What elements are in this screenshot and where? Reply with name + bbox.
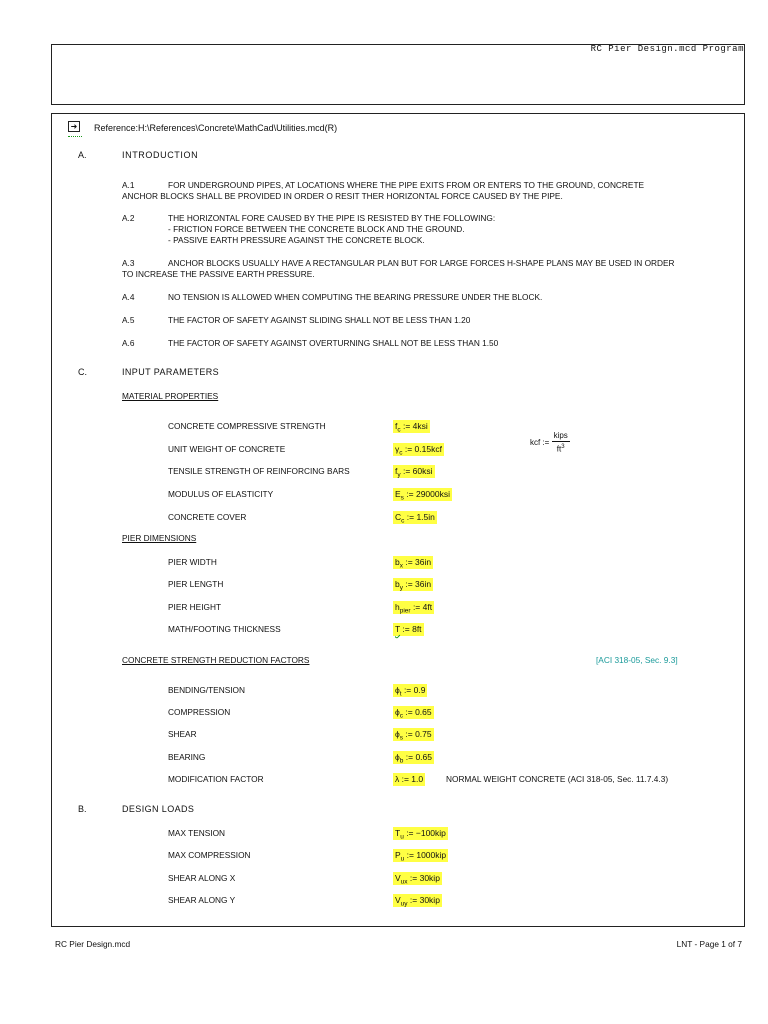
input-es[interactable]: $E_s$ := 29000ksi [395, 489, 450, 502]
label-pu: MAX COMPRESSION [168, 850, 251, 860]
label-fc: CONCRETE COMPRESSIVE STRENGTH [168, 421, 326, 431]
footer-page-number: LNT - Page 1 of 7 [676, 939, 742, 949]
label-t: MATH/FOOTING THICKNESS [168, 624, 281, 634]
reference-path: Reference:H:\References\Concrete\MathCad\Utilities.mcd(R) [94, 123, 338, 133]
input-gamma-c[interactable]: $\gamma_c$ := 0.15kcf [395, 444, 442, 457]
section-a-letter: A. [78, 150, 87, 160]
input-phi-t[interactable]: $\phi_t$ := 0.9 [395, 685, 426, 698]
label-h-pier: PIER HEIGHT [168, 602, 222, 612]
label-es: MODULUS OF ELASTICITY [168, 489, 274, 499]
label-fy: TENSILE STRENGTH OF REINFORCING BARS [168, 466, 350, 476]
input-phi-c[interactable]: $\phi_c$ := 0.65 [395, 707, 432, 720]
insert-reference-icon[interactable]: ➜ [68, 121, 80, 132]
item-a1-text: FOR UNDERGROUND PIPES, AT LOCATIONS WHERE THE PIPE EXITS FROM OR ENTERS TO THE GROUND, CONCRETE [168, 180, 645, 190]
material-properties-heading: MATERIAL PROPERTIES [122, 391, 219, 401]
item-a2-text-2: - FRICTION FORCE BETWEEN THE CONCRETE BLOCK AND THE GROUND. [168, 224, 465, 234]
item-a2-text-3: - PASSIVE EARTH PRESSURE AGAINST THE CONCRETE BLOCK. [168, 235, 425, 245]
item-a3-num: A.3 [122, 258, 135, 268]
label-by: PIER LENGTH [168, 579, 224, 589]
kcf-definition: kcf := $\frac{\text{kips}}{ft^3}$ [530, 431, 568, 454]
section-b-title: DESIGN LOADS [122, 804, 195, 814]
item-a1-text-2: ANCHOR BLOCKS SHALL BE PROVIDED IN ORDER O RESIT THER HORIZONTAL FORCE CAUSED BY THE PIPE. [122, 191, 563, 201]
item-a4-num: A.4 [122, 292, 135, 302]
label-gamma-c: UNIT WEIGHT OF CONCRETE [168, 444, 286, 454]
label-lambda: MODIFICATION FACTOR [168, 774, 264, 784]
label-bx: PIER WIDTH [168, 557, 217, 567]
input-by[interactable]: $b_y$ := 36in [395, 579, 432, 592]
item-a2-num: A.2 [122, 213, 135, 223]
pier-dimensions-heading: PIER DIMENSIONS [122, 533, 197, 543]
label-phi-c: COMPRESSION [168, 707, 231, 717]
item-a5-num: A.5 [122, 315, 135, 325]
program-title: RC Pier Design.mcd Program [590, 44, 744, 54]
section-c-letter: C. [78, 367, 87, 377]
input-t[interactable]: T := 8ft [395, 624, 422, 634]
modification-note: NORMAL WEIGHT CONCRETE (ACI 318-05, Sec. 11.7.4.3) [446, 774, 669, 784]
input-lambda[interactable]: λ := 1.0 [395, 774, 424, 784]
input-cc[interactable]: $C_c$ := 1.5in [395, 512, 435, 525]
input-phi-s[interactable]: $\phi_s$ := 0.75 [395, 729, 432, 742]
input-vuy[interactable]: $V_{uy}$ := 30kip [395, 895, 440, 908]
label-vuy: SHEAR ALONG Y [168, 895, 236, 905]
aci-reference: [ACI 318-05, Sec. 9.3] [596, 655, 678, 665]
label-phi-t: BENDING/TENSION [168, 685, 245, 695]
label-cc: CONCRETE COVER [168, 512, 247, 522]
input-fc[interactable]: $f_c$ := 4ksi [395, 421, 428, 434]
label-phi-b: BEARING [168, 752, 206, 762]
input-phi-b[interactable]: $\phi_b$ := 0.65 [395, 752, 432, 765]
section-c-title: INPUT PARAMETERS [122, 367, 220, 377]
item-a6-num: A.6 [122, 338, 135, 348]
input-bx[interactable]: $b_x$ := 36in [395, 557, 432, 570]
input-fy[interactable]: $f_y$ := 60ksi [395, 466, 433, 479]
item-a3-text: ANCHOR BLOCKS USUALLY HAVE A RECTANGULAR PLAN BUT FOR LARGE FORCES H-SHAPE PLANS MAY BE USED IN ORDER [168, 258, 675, 268]
input-pu[interactable]: $P_u$ := 1000kip [395, 850, 447, 863]
item-a5-text: THE FACTOR OF SAFETY AGAINST SLIDING SHALL NOT BE LESS THAN 1.20 [168, 315, 471, 325]
item-a3-text-2: TO INCREASE THE PASSIVE EARTH PRESSURE. [122, 269, 315, 279]
reference-wavy-mark [68, 133, 82, 137]
input-h-pier[interactable]: $h_{pier}$ := 4ft [395, 602, 433, 615]
section-a-title: INTRODUCTION [122, 150, 199, 160]
label-tu: MAX TENSION [168, 828, 226, 838]
section-b-letter: B. [78, 804, 87, 814]
label-phi-s: SHEAR [168, 729, 197, 739]
footer-filename: RC Pier Design.mcd [55, 939, 131, 949]
item-a1-num: A.1 [122, 180, 135, 190]
input-tu[interactable]: $T_u$ := −100kip [395, 828, 446, 841]
item-a4-text: NO TENSION IS ALLOWED WHEN COMPUTING THE BEARING PRESSURE UNDER THE BLOCK. [168, 292, 543, 302]
reduction-factors-heading: CONCRETE STRENGTH REDUCTION FACTORS [122, 655, 310, 665]
item-a6-text: THE FACTOR OF SAFETY AGAINST OVERTURNING SHALL NOT BE LESS THAN 1.50 [168, 338, 499, 348]
item-a2-text: THE HORIZONTAL FORE CAUSED BY THE PIPE IS RESISTED BY THE FOLLOWING: [168, 213, 496, 223]
input-vux[interactable]: $V_{ux}$ := 30kip [395, 873, 440, 886]
label-vux: SHEAR ALONG X [168, 873, 236, 883]
